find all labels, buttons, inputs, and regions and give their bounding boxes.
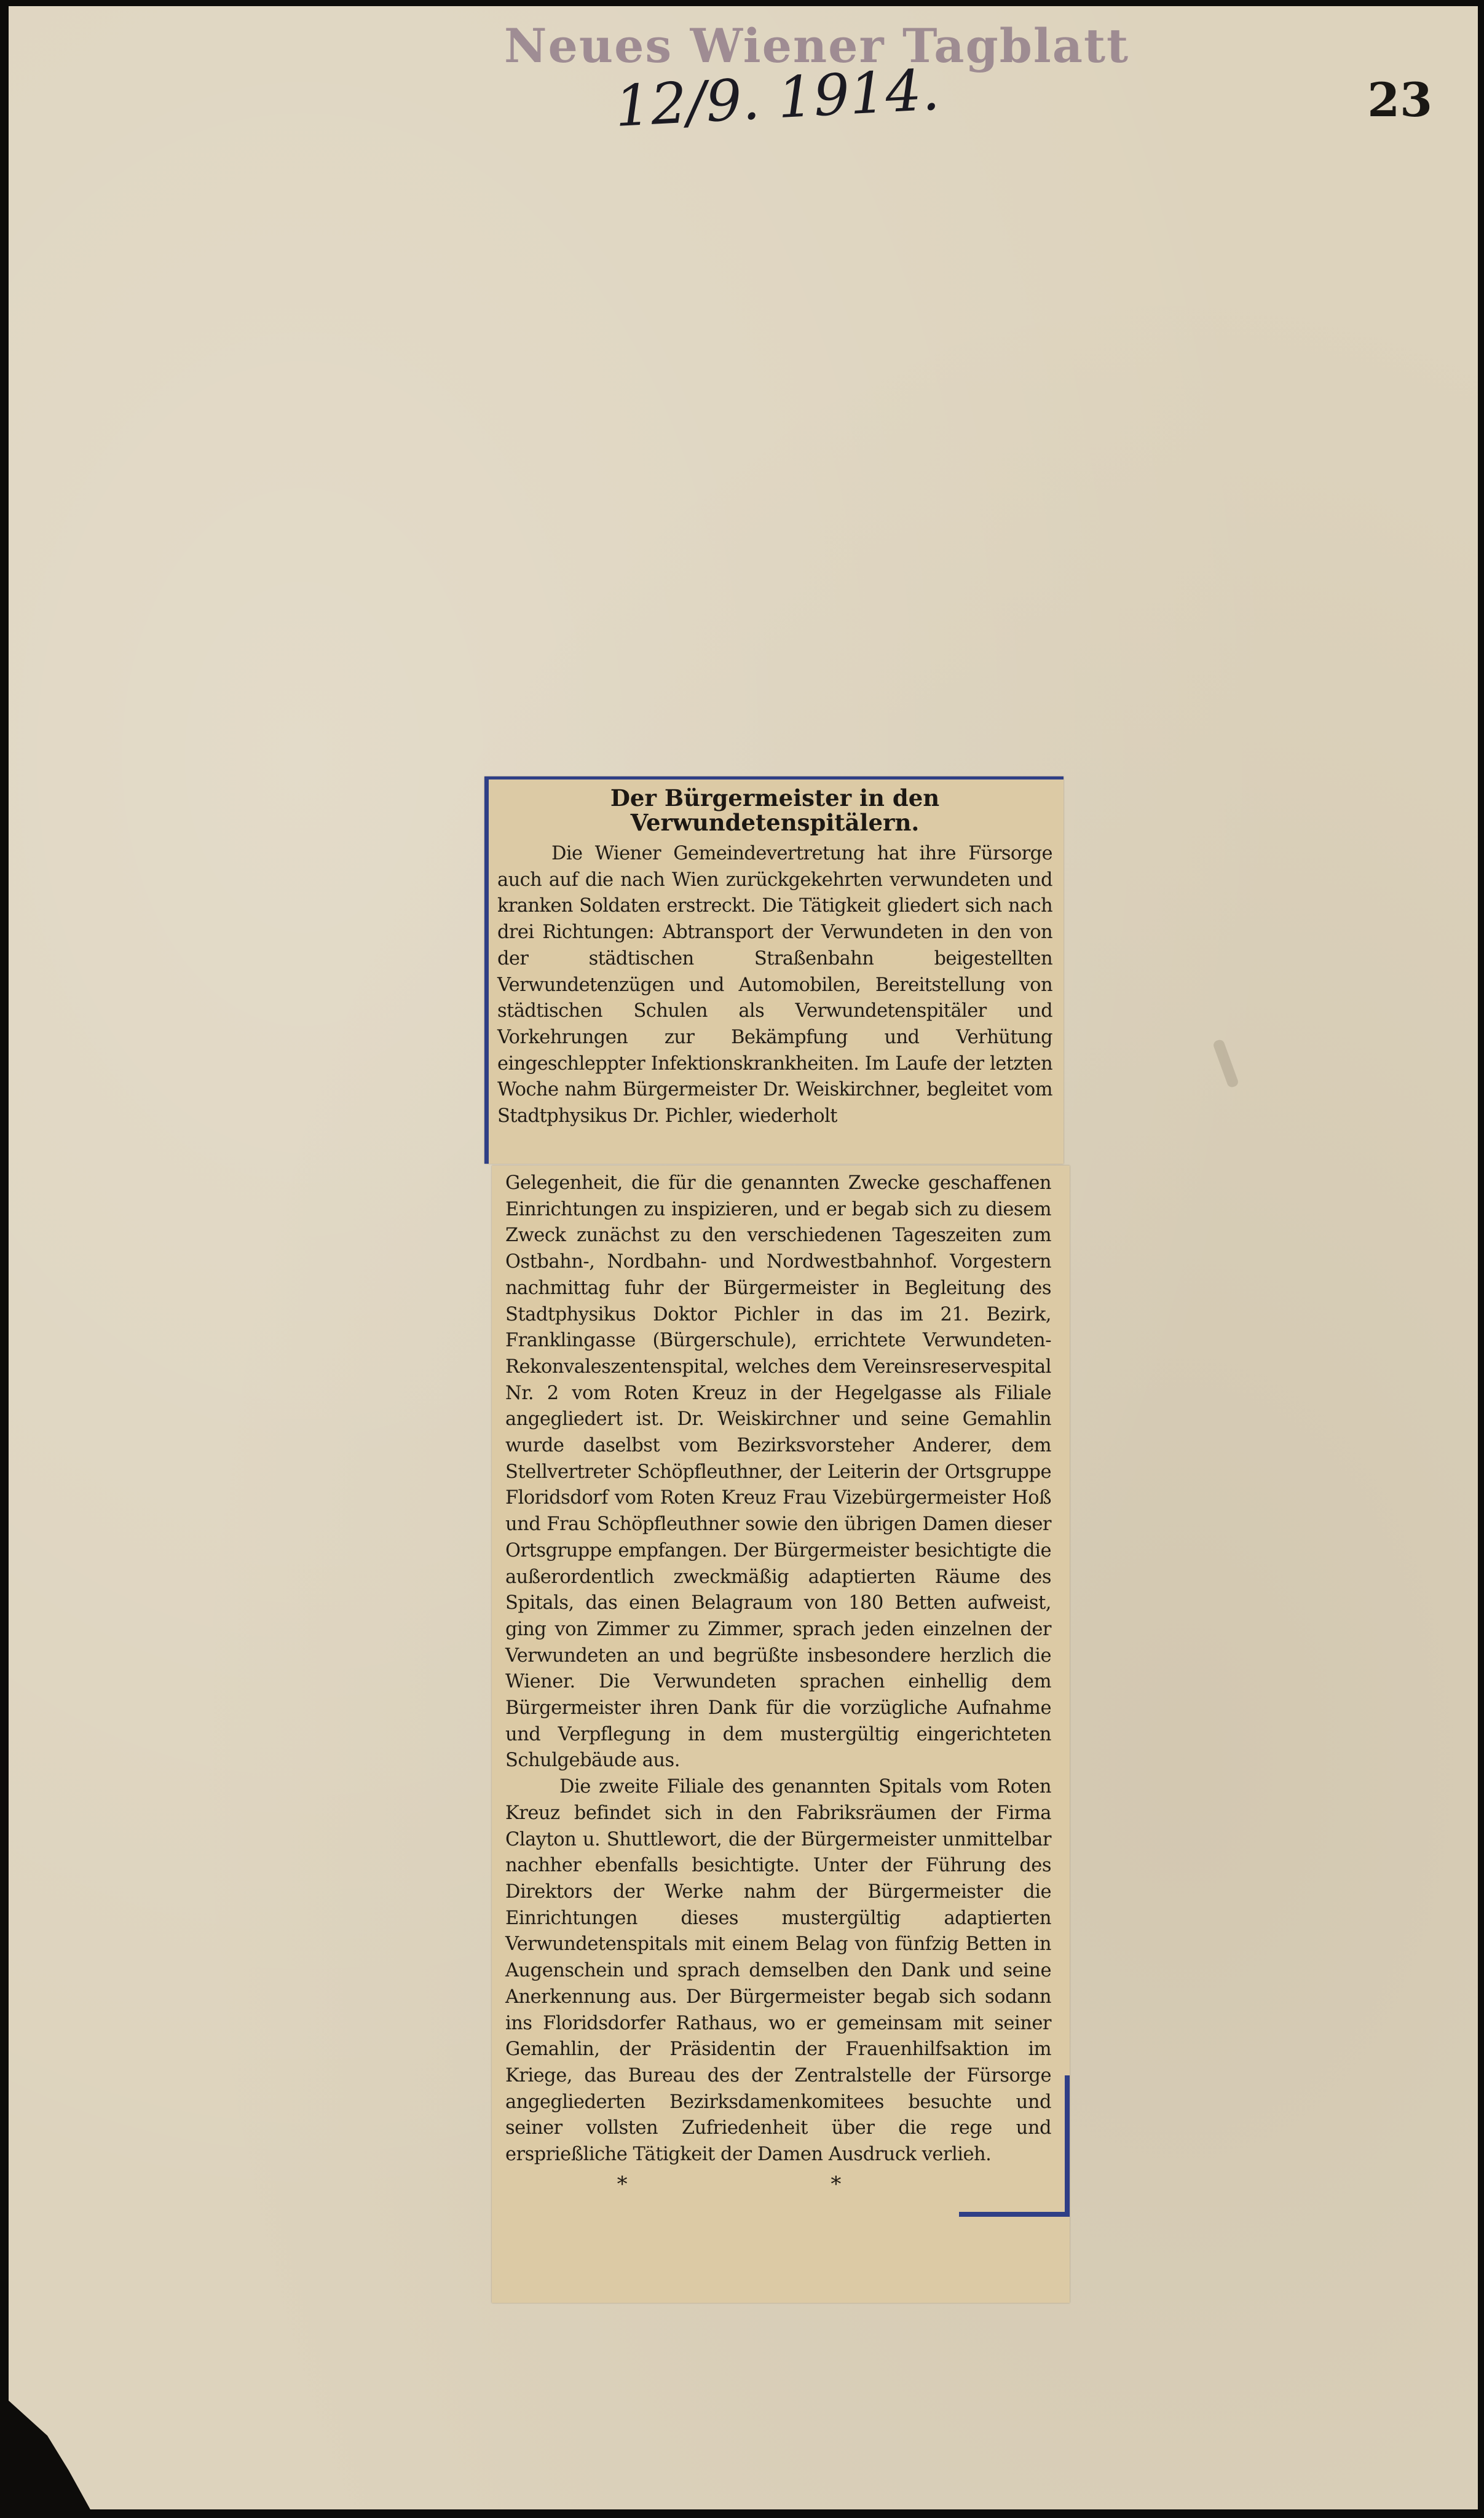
article-headline: Der Bürgermeister in den Verwundetenspitälern. bbox=[610, 784, 940, 836]
article-paragraph-2: Die zweite Filiale des genannten Spitals vom Roten Kreuz befindet sich in den Fabriksräumen der Firma Clayton u. Shuttlewort, die der Bürgermeister unmittelbar nachher ebenfalls besichtigte. Unter der Führung des Direktors der Werke nahm der Bürgermeister die Einrichtungen dieses mustergültig adaptierten Verwundetenspitals mit einem Belag von fünfzig Betten in Augenschein und sprach demselben den Dank und seine Anerkennung aus. Der Bürgermeister begab sich sodann ins Floridsdorfer Rathaus, wo er gemeinsam mit seiner Gemahlin, der Präsidentin der Frauenhilfsaktion im Kriege, das Bureau des der Zentralstelle der Fürsorge angegliederten Bezirksdamenkomitees besuchte und seiner vollsten Zufriedenheit über die rege und ersprießliche Tätigkeit der Damen Ausdruck verlieh. bbox=[505, 1776, 1051, 2166]
page-number: 23 bbox=[1367, 73, 1432, 127]
blue-pencil-underline bbox=[959, 2212, 1070, 2217]
handwritten-date: 12/9. 1914. bbox=[613, 57, 941, 140]
clipping-lower bbox=[492, 1166, 1070, 2303]
clipping-upper bbox=[484, 776, 1064, 1164]
blue-pencil-edge bbox=[1065, 2075, 1070, 2217]
newspaper-name-stamp: Neues Wiener Tagblatt bbox=[504, 18, 1130, 73]
article-paragraph-1: Die Wiener Gemeindevertretung hat ihre Fürsorge auch auf die nach Wien zurückgekehrten verwundeten und kranken Soldaten erstreckt. Die Tätigkeit gliedert sich nach drei Richtungen: Abtransport der Verwundeten in den von der städtischen Straßenbahn beigestellten Verwundetenzügen und Automobilen, Bereitstellung von städtischen Schulen als Verwundetenspitäler und Vorkehrungen zur Bekämpfung und Verhütung eingeschleppter Infektionskrankheiten. Im Laufe der letzten Woche nahm Bürgermeister Dr. Weiskirchner, begleitet vom Stadtphysikus Dr. Pichler, wiederholt bbox=[497, 843, 1052, 1127]
article-end-mark: * * bbox=[617, 2171, 940, 2196]
article-paragraph-1-continued: Gelegenheit, die für die genannten Zwecke geschaffenen Einrichtungen zu inspizieren, und er begab sich zu diesem Zweck zunächst zu den verschiedenen Tageszeiten zum Ostbahn-, Nordbahn- und Nordwestbahnhof. Vorgestern nachmittag fuhr der Bürgermeister in Begleitung des Stadtphysikus Doktor Pichler in das im 21. Bezirk, Franklingasse (Bürgerschule), errichtete Verwundeten-Rekonvaleszentenspital, welches dem Vereinsreservespital Nr. 2 vom Roten Kreuz in der Hegelgasse als Filiale angegliedert ist. Dr. Weiskirchner und seine Gemahlin wurde daselbst vom Bezirksvorsteher Anderer, dem Stellvertreter Schöpfleuthner, der Leiterin der Ortsgruppe Floridsdorf vom Roten Kreuz Frau Vizebürgermeister Hoß und Frau Schöpfleuthner sowie den übrigen Damen dieser Ortsgruppe empfangen. Der Bürgermeister besichtigte die außerordentlich zweckmäßig adaptierten Räume des Spitals, das einen Belagraum von 180 Betten aufweist, ging von Zimmer zu Zimmer, sprach jeden einzelnen der Verwundeten an und begrüßte insbesondere herzlich die Wiener. Die Verwundeten sprachen einhellig dem Bürgermeister ihren Dank für die vorzügliche Aufnahme und Verpflegung in dem mustergültig eingerichteten Schulgebäude aus. bbox=[505, 1172, 1051, 1772]
